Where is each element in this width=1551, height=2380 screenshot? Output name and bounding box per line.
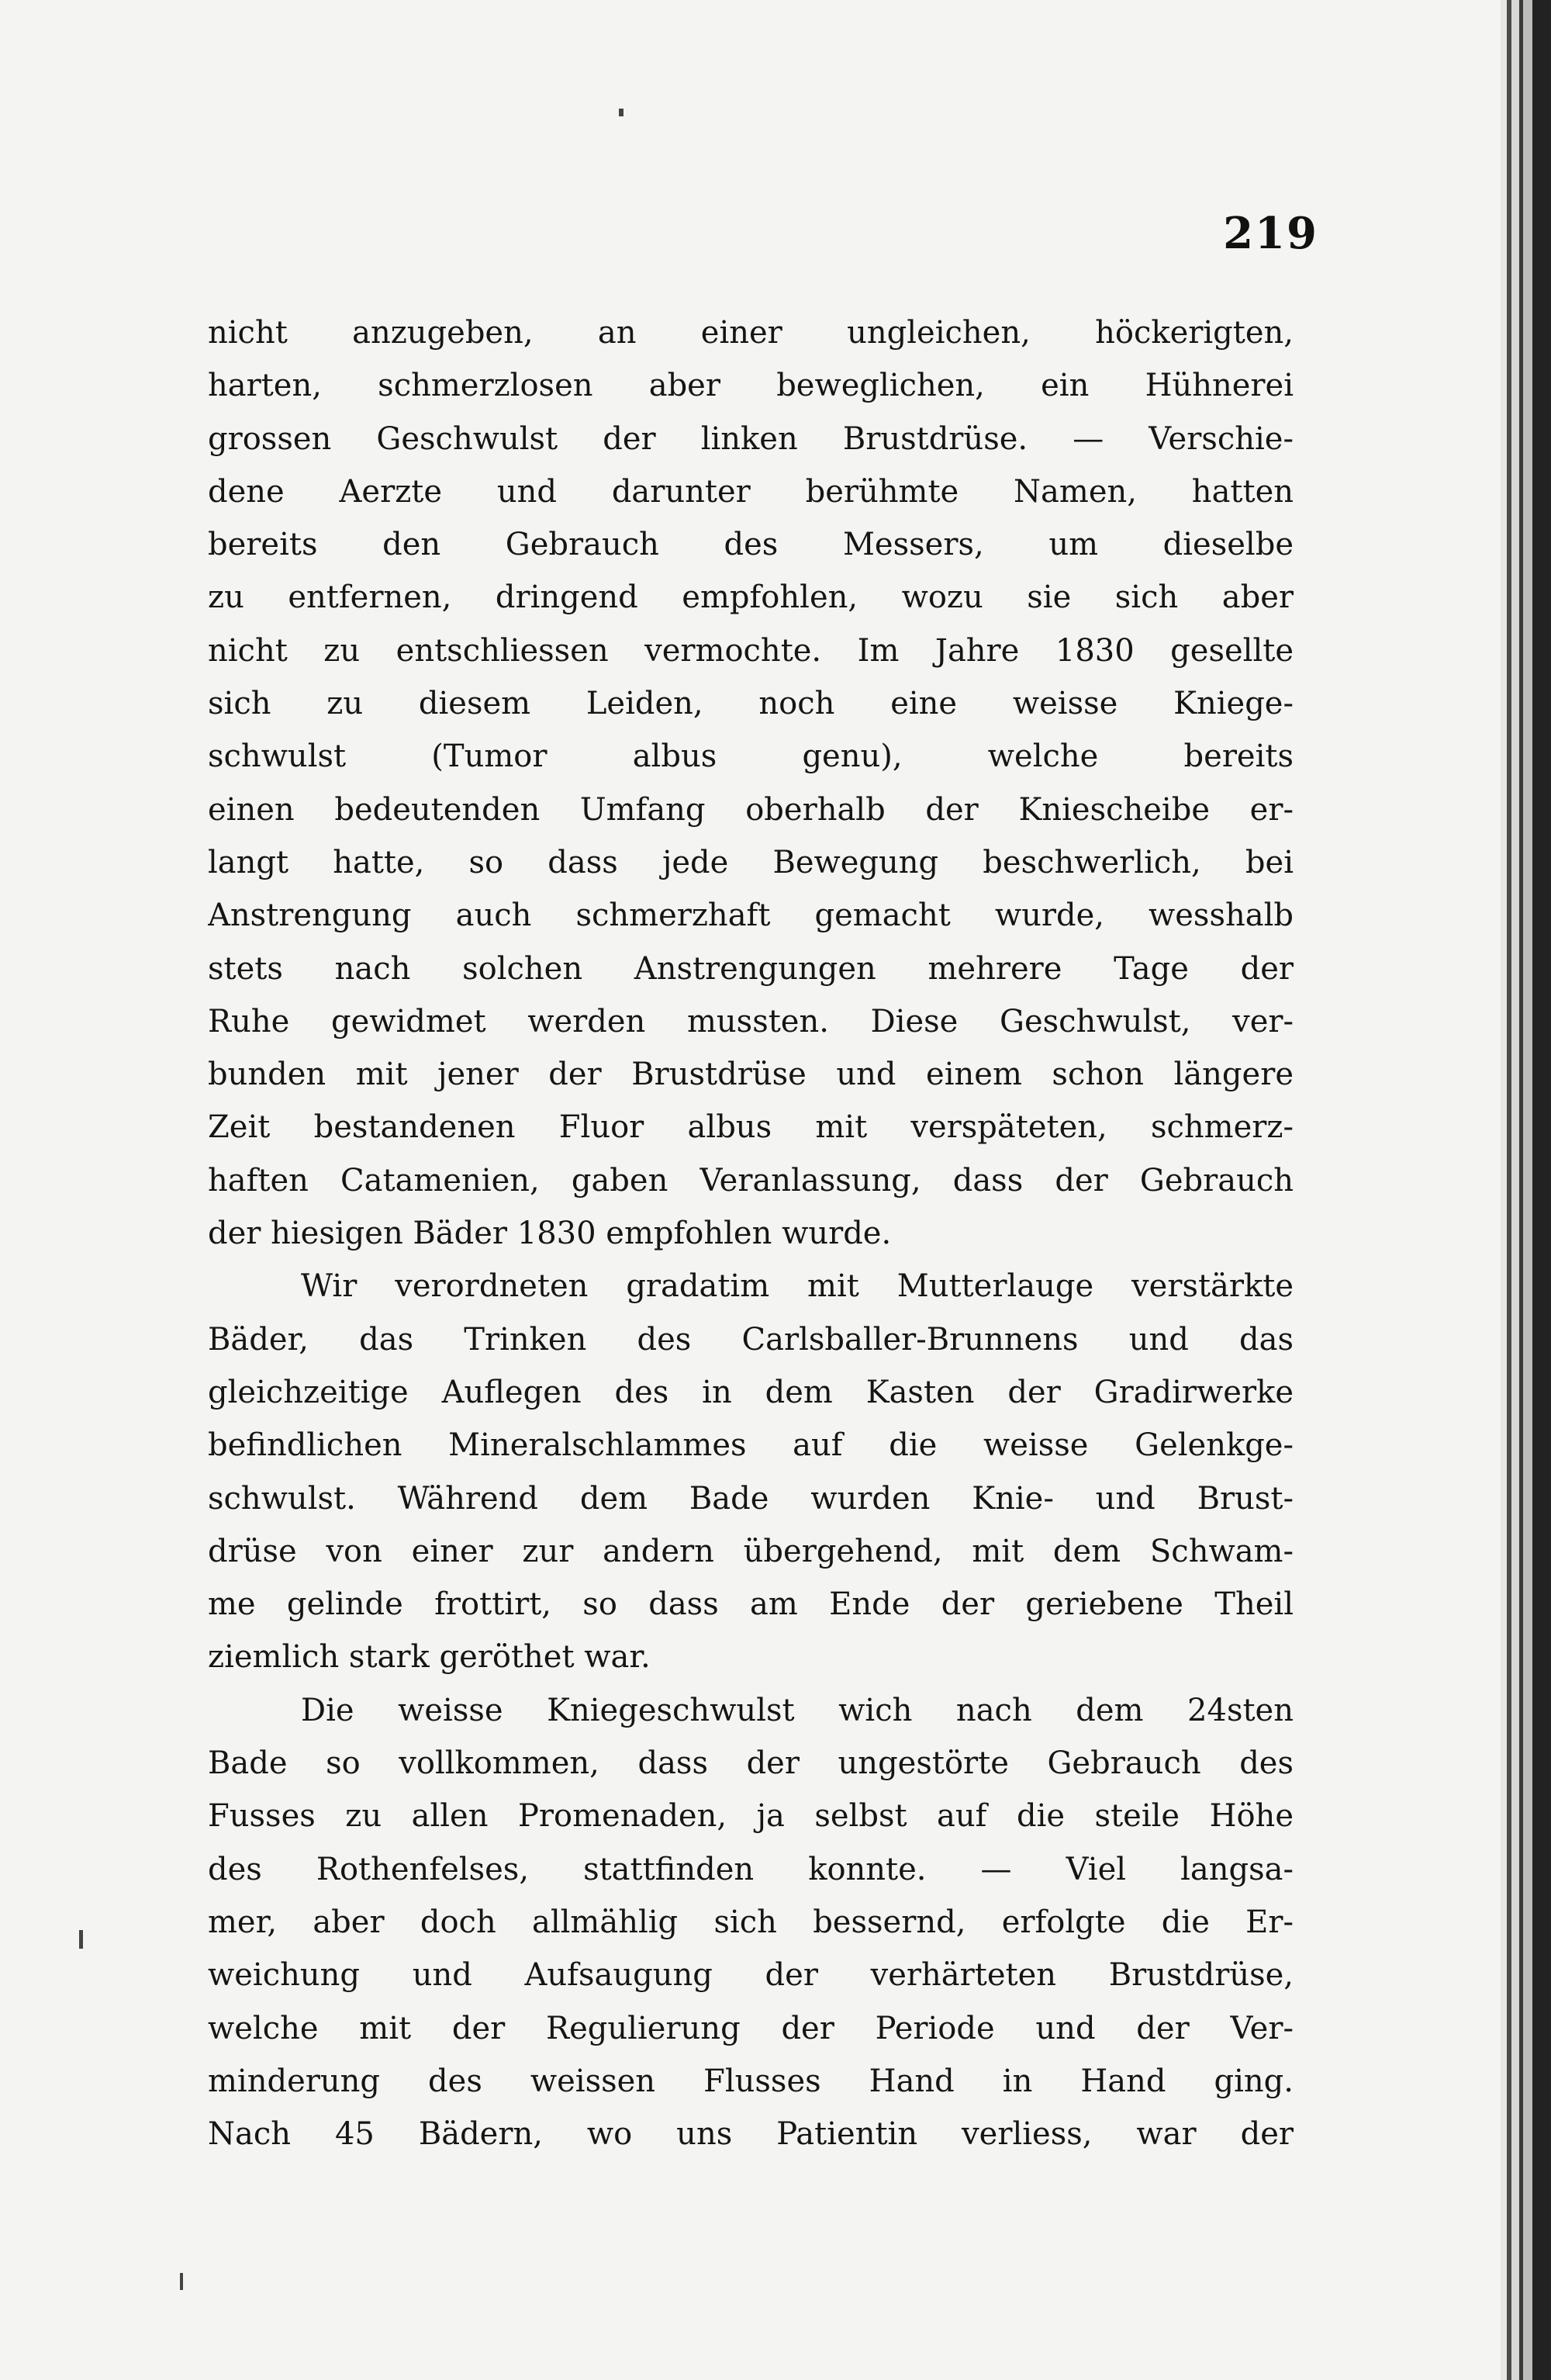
text-line: harten, schmerzlosen aber beweglichen, ein Hühnerei <box>208 368 1294 404</box>
page-edge <box>1532 0 1551 2380</box>
scan-speck <box>619 109 624 116</box>
page-number: 219 <box>1223 208 1318 259</box>
text-line: bunden mit jener der Brustdrüse und einem schon längere <box>208 1057 1294 1093</box>
text-line: dene Aerzte und darunter berühmte Namen, hatten <box>208 473 1294 510</box>
text-line: mer, aber doch allmählig sich bessernd, erfolgte die Er- <box>208 1904 1294 1940</box>
text-line: me gelinde frottirt, so dass am Ende der geriebene Theil <box>208 1586 1294 1623</box>
text-line: des Rothenfelses, stattfinden konnte. — Viel langsa- <box>208 1851 1294 1887</box>
text-line: Anstrengung auch schmerzhaft gemacht wurde, wesshalb <box>208 898 1294 934</box>
text-line: nicht anzugeben, an einer ungleichen, höckerigten, <box>208 315 1294 351</box>
text-line: grossen Geschwulst der linken Brustdrüse. — Verschie- <box>208 420 1294 457</box>
text-line: minderung des weissen Flusses Hand in Hand ging. <box>208 2063 1294 2099</box>
page-edge <box>1523 0 1532 2380</box>
text-line: zu entfernen, dringend empfohlen, wozu sie sich aber <box>208 579 1294 616</box>
page-edge <box>1511 0 1519 2380</box>
text-line: befindlichen Mineralschlammes auf die weisse Gelenkge- <box>208 1427 1294 1464</box>
text-line: Bäder, das Trinken des Carlsballer-Brunnens und das <box>208 1321 1294 1358</box>
text-line: einen bedeutenden Umfang oberhalb der Kniescheibe er- <box>208 791 1294 828</box>
text-line: gleichzeitige Auflegen des in dem Kasten der Gradirwerke <box>208 1374 1294 1410</box>
text-line: Die weisse Kniegeschwulst wich nach dem 24sten <box>301 1692 1294 1728</box>
body-text <box>208 306 1294 2160</box>
text-line: nicht zu entschliessen vermochte. Im Jahre 1830 gesellte <box>208 632 1294 669</box>
text-line: Zeit bestandenen Fluor albus mit verspäteten, schmerz- <box>208 1109 1294 1146</box>
text-line: schwulst (Tumor albus genu), welche bereits <box>208 739 1294 775</box>
text-line: drüse von einer zur andern übergehend, mit dem Schwam- <box>208 1533 1294 1569</box>
text-line: Fusses zu allen Promenaden, ja selbst auf die steile Höhe <box>208 1798 1294 1835</box>
scan-speck <box>79 1930 83 1949</box>
text-line: weichung und Aufsaugung der verhärteten Brustdrüse, <box>208 1957 1294 1994</box>
text-line: stets nach solchen Anstrengungen mehrere Tage der <box>208 950 1294 987</box>
text-line: Ruhe gewidmet werden mussten. Diese Geschwulst, ver- <box>208 1003 1294 1040</box>
text-line: sich zu diesem Leiden, noch eine weisse Kniege- <box>208 686 1294 722</box>
text-line: ziemlich stark geröthet war. <box>208 1639 651 1676</box>
scan-speck <box>180 2273 183 2290</box>
text-line: schwulst. Während dem Bade wurden Knie- und Brust- <box>208 1480 1294 1517</box>
text-line: bereits den Gebrauch des Messers, um dieselbe <box>208 527 1294 563</box>
text-line: welche mit der Regulierung der Periode und der Ver- <box>208 2010 1294 2046</box>
page-edge <box>1501 0 1507 2380</box>
text-line: langt hatte, so dass jede Bewegung beschwerlich, bei <box>208 844 1294 880</box>
text-line: der hiesigen Bäder 1830 empfohlen wurde. <box>208 1216 892 1252</box>
text-line: haften Catamenien, gaben Veranlassung, dass der Gebrauch <box>208 1162 1294 1199</box>
text-line: Bade so vollkommen, dass der ungestörte Gebrauch des <box>208 1745 1294 1782</box>
text-line: Nach 45 Bädern, wo uns Patientin verliess, war der <box>208 2116 1294 2153</box>
text-line: Wir verordneten gradatim mit Mutterlauge verstärkte <box>301 1268 1294 1305</box>
